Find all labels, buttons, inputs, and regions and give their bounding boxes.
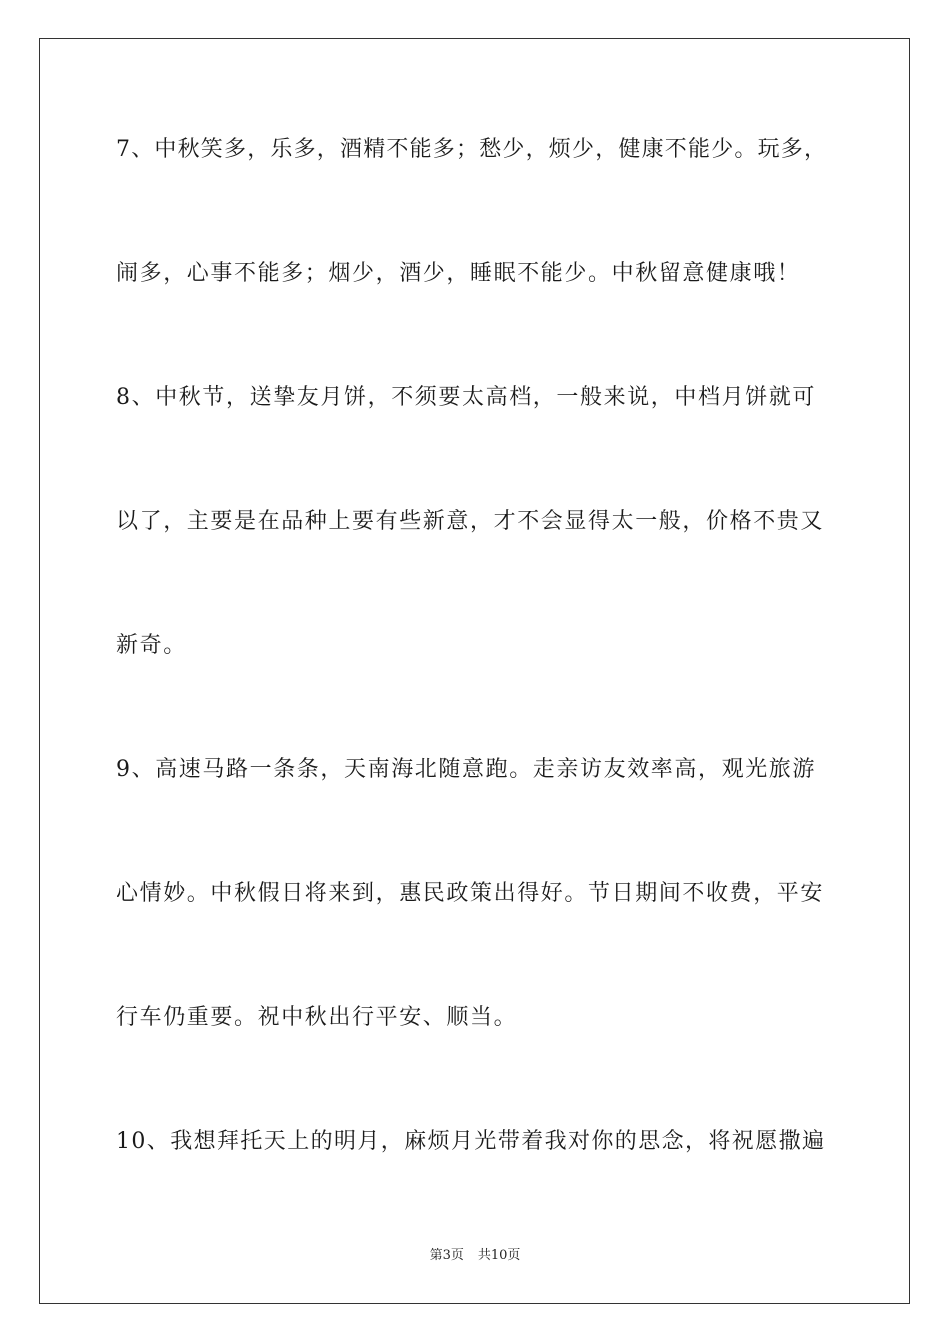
paragraph-9-line-1: 9、高速马路一条条，天南海北随意跑。走亲访友效率高，观光旅游 — [116, 757, 816, 782]
paragraph-7-line-1: 7、中秋笑多，乐多，酒精不能多；愁少，烦少，健康不能少。玩多， — [116, 137, 828, 162]
paragraph-9-line-2: 心情妙。中秋假日将来到，惠民政策出得好。节日期间不收费，平安 — [116, 881, 825, 906]
paragraph-8-line-2: 以了，主要是在品种上要有些新意，才不会显得太一般，价格不贵又 — [116, 509, 825, 534]
page-border — [39, 38, 910, 1304]
paragraph-7-line-2: 闹多，心事不能多；烟少，酒少，睡眠不能少。中秋留意健康哦！ — [116, 261, 801, 286]
page-total: 共10页 — [477, 1248, 521, 1263]
paragraph-8-line-1: 8、中秋节，送挚友月饼，不须要太高档，一般来说，中档月饼就可 — [116, 385, 816, 410]
page-number: 第3页 — [429, 1248, 464, 1263]
paragraph-8-line-3: 新奇。 — [116, 633, 187, 658]
paragraph-9-line-3: 行车仍重要。祝中秋出行平安、顺当。 — [116, 1005, 518, 1030]
page-footer — [0, 1247, 950, 1265]
paragraph-10-line-1: 10、我想拜托天上的明月，麻烦月光带着我对你的思念，将祝愿撒遍 — [116, 1129, 826, 1154]
